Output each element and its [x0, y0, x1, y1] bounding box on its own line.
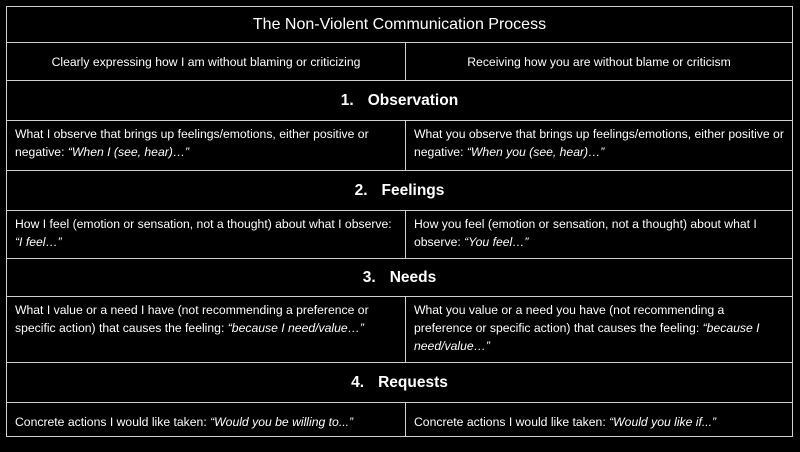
table-title: The Non-Violent Communication Process: [252, 15, 547, 33]
section-body-observation: [7, 120, 792, 170]
feelings-right-text: How you feel (emotion or sensation, not a thought) about what I observe:: [414, 217, 757, 249]
feelings-right-quote: “You feel…”: [464, 235, 529, 249]
feelings-left-text: How I feel (emotion or sensation, not a thought) about what I observe:: [15, 217, 392, 231]
observation-right-text: What you observe that brings up feelings/emotions, either positive or negative:: [414, 127, 784, 159]
observation-left-text: What I observe that brings up feelings/emotions, either positive or negative:: [15, 127, 369, 159]
column-header-row: [7, 42, 792, 80]
title-row: [7, 7, 792, 42]
feelings-left-cell: [7, 211, 406, 258]
section-body-requests: [7, 402, 792, 436]
feelings-right-cell: [406, 211, 792, 258]
section-number: 1.: [340, 91, 354, 109]
section-heading-requests: [7, 362, 792, 402]
section-number: 3.: [362, 268, 376, 286]
needs-right-quote: “because I need/value…”: [414, 321, 760, 353]
needs-left-text: What I value or a need I have (not recommending a preference or specific action) that causes the feeling:: [15, 303, 369, 335]
requests-right-quote: “Would you like if...”: [609, 414, 717, 429]
section-title: Observation: [367, 91, 459, 109]
needs-left-quote: “because I need/value…”: [227, 321, 364, 335]
section-body-feelings: [7, 210, 792, 258]
needs-right-text: What you value or a need you have (not recommending a preference or specific action) that causes the feeling:: [414, 303, 725, 335]
requests-right-cell: [406, 403, 792, 436]
observation-left-quote: “When I (see, hear)…”: [67, 145, 190, 159]
section-heading-observation: [7, 80, 792, 120]
needs-right-cell: [406, 297, 792, 362]
section-number: 2.: [354, 181, 368, 199]
section-number: 4.: [351, 373, 365, 391]
column-header-right: Receiving how you are without blame or criticism: [467, 54, 731, 69]
needs-left-cell: [7, 297, 406, 362]
section-title: Requests: [378, 373, 448, 391]
section-body-needs: [7, 296, 792, 362]
feelings-left-quote: “I feel…”: [15, 235, 62, 249]
section-title: Feelings: [381, 181, 445, 199]
nvc-table: [6, 6, 793, 437]
section-heading-needs: [7, 258, 792, 296]
requests-left-quote: “Would you be willing to...”: [210, 414, 354, 429]
column-header-left: Clearly expressing how I am without blaming or criticizing: [7, 43, 406, 80]
requests-left-text: Concrete actions I would like taken:: [15, 414, 211, 429]
observation-left-cell: [7, 121, 406, 170]
section-title: Needs: [389, 268, 437, 286]
section-heading-feelings: [7, 170, 792, 210]
observation-right-cell: [406, 121, 792, 170]
requests-right-text: Concrete actions I would like taken:: [414, 414, 610, 429]
observation-right-quote: “When you (see, hear)…”: [466, 145, 605, 159]
requests-left-cell: [7, 403, 406, 436]
